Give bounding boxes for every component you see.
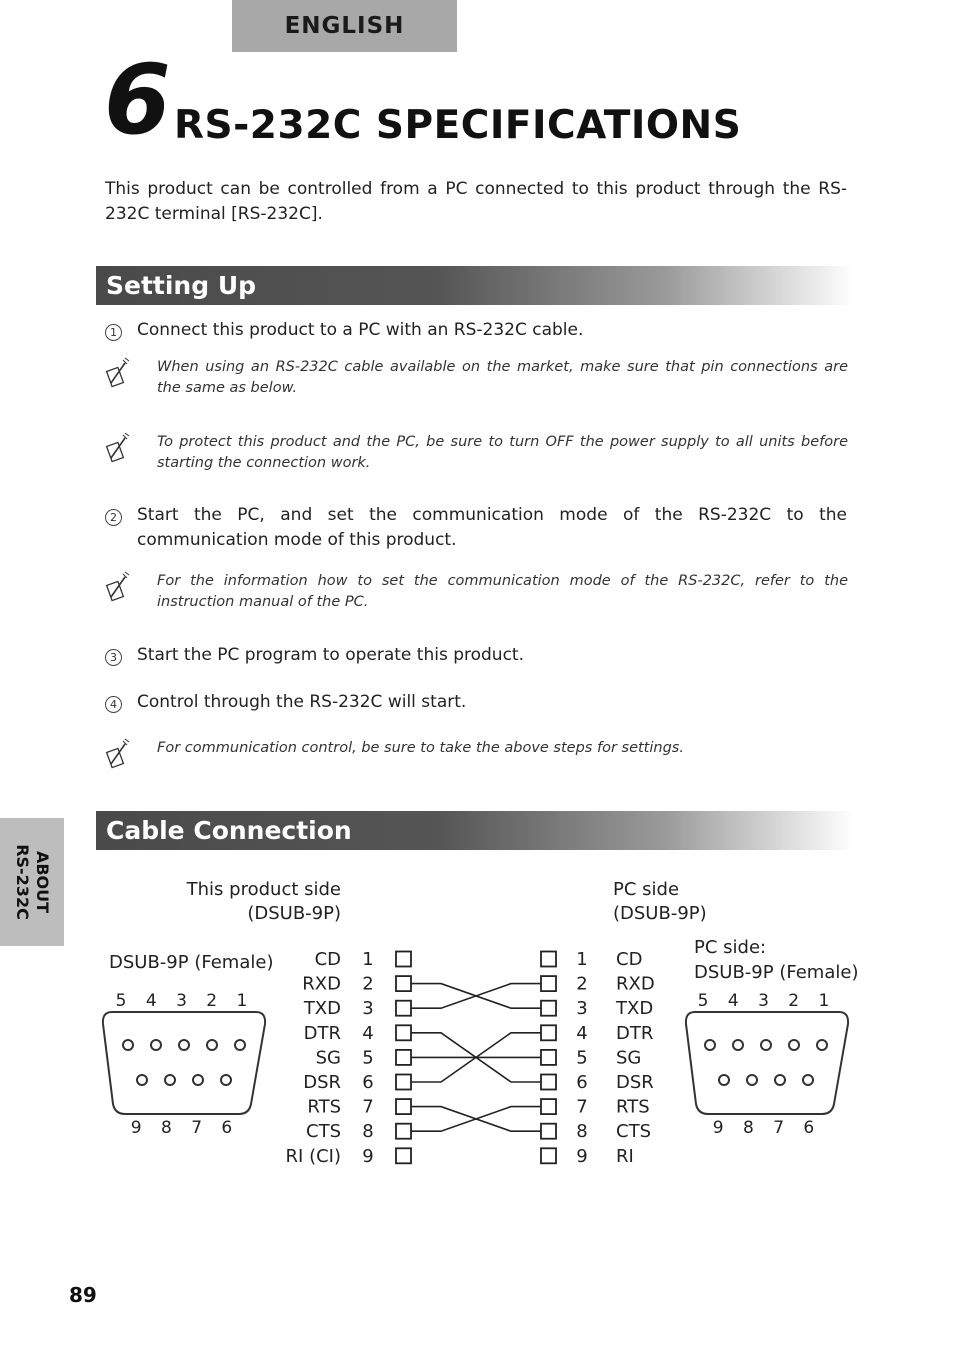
memo-pen-icon <box>105 432 157 474</box>
note-1 <box>105 357 848 399</box>
note-text: For the information how to set the communication mode of the RS-232C, refer to the instruction manual of the PC. <box>157 573 848 610</box>
right-pin-terminal <box>541 1050 556 1065</box>
step-number: 1 <box>105 320 125 340</box>
left-dsub-connector <box>103 991 265 1138</box>
cable-connection-diagram <box>0 860 954 1190</box>
left-pin-terminal <box>396 1099 411 1114</box>
right-pin-row <box>541 998 653 1019</box>
right-pin-row <box>541 949 642 970</box>
right-pin-signal: RI <box>616 1145 634 1167</box>
right-pin-row <box>541 1072 654 1093</box>
left-pin-terminal <box>396 1124 411 1139</box>
left-pin-row <box>303 998 411 1019</box>
language-tab: ENGLISH <box>232 0 457 52</box>
right-pin-number: 8 <box>576 1121 588 1143</box>
note-text: To protect this product and the PC, be sure to turn OFF the power supply to all units before starting the connection work. <box>157 434 848 471</box>
left-pin-number: 1 <box>362 949 374 970</box>
right-pin-number: 6 <box>576 1072 588 1093</box>
right-pin-number: 1 <box>576 949 588 970</box>
note-4 <box>105 738 848 776</box>
chapter-title: RS-232C SPECIFICATIONS <box>174 103 742 148</box>
left-pin-row <box>315 949 411 970</box>
left-pin-terminal <box>396 976 411 991</box>
left-connector-label: DSUB-9P (Female) <box>109 952 274 973</box>
left-pin-terminal <box>396 1025 411 1040</box>
page-number: 89 <box>69 1283 97 1307</box>
step-text: Start the PC program to operate this product. <box>137 645 524 665</box>
right-pin-row <box>541 974 655 995</box>
step-3 <box>105 643 847 668</box>
section-heading-cable-connection <box>96 811 854 850</box>
right-pin-number: 5 <box>576 1047 588 1069</box>
left-pin-number: 4 <box>362 1022 374 1044</box>
right-pin-number: 9 <box>576 1145 588 1167</box>
left-pin-row <box>316 1047 411 1068</box>
left-pin-row <box>304 1023 411 1044</box>
memo-pen-icon <box>105 738 157 776</box>
left-pin-signal: TXD <box>303 998 341 1020</box>
connector-top-pin-numbers: 5 4 3 2 1 <box>697 991 837 1011</box>
left-pin-signal: RXD <box>302 973 341 995</box>
left-pin-signal: RTS <box>307 1096 341 1118</box>
note-2 <box>105 432 848 474</box>
note-3 <box>105 571 848 613</box>
connector-bottom-pin-numbers: 9 8 7 6 <box>130 1118 240 1138</box>
left-pin-terminal <box>396 1075 411 1090</box>
memo-pen-icon <box>105 571 157 613</box>
left-header-line-1: This product side <box>186 879 341 900</box>
note-text: When using an RS-232C cable available on the market, make sure that pin connections are the same as below. <box>157 359 848 396</box>
connector-bottom-pin-numbers: 9 8 7 6 <box>712 1118 822 1138</box>
right-pin-signal: DSR <box>616 1072 654 1093</box>
right-pin-number: 2 <box>576 973 588 995</box>
left-pin-terminal <box>396 1001 411 1016</box>
right-connector-label-line-1: PC side: <box>694 937 767 958</box>
left-pin-number: 7 <box>362 1096 374 1118</box>
side-tab-label: ABOUT RS-232C <box>13 844 52 920</box>
left-pin-terminal <box>396 952 411 967</box>
right-dsub-connector <box>686 991 848 1138</box>
right-pin-row <box>541 1023 653 1044</box>
step-2 <box>105 503 847 553</box>
right-pin-terminal <box>541 1025 556 1040</box>
step-text: Start the PC, and set the communication mode of the RS-232C to the communication mode of this product. <box>137 505 847 550</box>
left-pin-signal: DTR <box>303 1022 341 1044</box>
step-number: 4 <box>105 692 125 712</box>
right-pin-signal: RTS <box>616 1096 650 1118</box>
right-pin-terminal <box>541 1001 556 1016</box>
right-pin-row <box>541 1146 634 1167</box>
left-pin-number: 6 <box>362 1072 374 1093</box>
right-pin-terminal <box>541 952 556 967</box>
left-pin-signal: SG <box>315 1047 341 1069</box>
section-title: Setting Up <box>106 271 257 300</box>
right-header-line-1: PC side <box>613 879 680 900</box>
right-pin-row <box>541 1121 651 1142</box>
left-pin-terminal <box>396 1148 411 1163</box>
right-pin-number: 4 <box>576 1022 588 1044</box>
left-pin-row <box>303 1072 411 1093</box>
left-pin-row <box>286 1146 411 1167</box>
left-pin-number: 8 <box>362 1121 374 1143</box>
right-pin-terminal <box>541 1099 556 1114</box>
left-pin-signal: CTS <box>306 1121 341 1143</box>
right-pin-row <box>541 1047 641 1068</box>
left-pin-signal: CD <box>314 949 341 970</box>
left-pin-row <box>307 1097 411 1118</box>
right-pin-signal: DTR <box>616 1022 654 1044</box>
step-text: Connect this product to a PC with an RS-232C cable. <box>137 320 584 340</box>
right-pin-terminal <box>541 1075 556 1090</box>
intro-paragraph: This product can be controlled from a PC connected to this product through the RS-232C terminal [RS-232C]. <box>105 179 847 224</box>
memo-pen-icon <box>105 357 157 399</box>
wire <box>411 984 541 1009</box>
right-pin-row <box>541 1097 650 1118</box>
connector-top-pin-numbers: 5 4 3 2 1 <box>115 991 255 1011</box>
step-1 <box>105 318 847 343</box>
wiring <box>411 984 541 1132</box>
right-pin-signal: RXD <box>616 973 655 995</box>
right-pin-signal: CD <box>616 949 643 970</box>
right-pin-terminal <box>541 1124 556 1139</box>
wire <box>411 1107 541 1132</box>
section-title: Cable Connection <box>106 816 352 845</box>
right-pin-terminal <box>541 976 556 991</box>
step-number: 3 <box>105 645 125 665</box>
step-4 <box>105 690 847 715</box>
step-text: Control through the RS-232C will start. <box>137 692 467 712</box>
left-pin-signal: DSR <box>303 1072 341 1093</box>
left-pin-row <box>302 974 411 995</box>
left-pin-terminal <box>396 1050 411 1065</box>
note-text: For communication control, be sure to take the above steps for settings. <box>157 740 684 756</box>
left-pin-number: 3 <box>362 998 374 1020</box>
right-header-line-2: (DSUB-9P) <box>613 903 707 924</box>
left-pin-number: 2 <box>362 973 374 995</box>
right-pin-number: 7 <box>576 1096 588 1118</box>
chapter-number: 6 <box>104 44 171 156</box>
right-pin-signal: TXD <box>616 998 654 1020</box>
left-pin-number: 5 <box>362 1047 374 1069</box>
left-header-line-2: (DSUB-9P) <box>247 903 341 924</box>
right-pin-signal: SG <box>616 1047 642 1069</box>
right-pin-terminal <box>541 1148 556 1163</box>
right-pin-number: 3 <box>576 998 588 1020</box>
section-heading-setting-up <box>96 266 854 305</box>
left-pin-row <box>306 1121 411 1142</box>
right-pin-signal: CTS <box>616 1121 651 1143</box>
side-tab-about-rs232c <box>0 818 64 946</box>
step-number: 2 <box>105 505 125 525</box>
right-connector-label-line-2: DSUB-9P (Female) <box>694 962 859 983</box>
left-pin-number: 9 <box>362 1145 374 1167</box>
left-pin-signal: RI (CI) <box>285 1145 341 1167</box>
